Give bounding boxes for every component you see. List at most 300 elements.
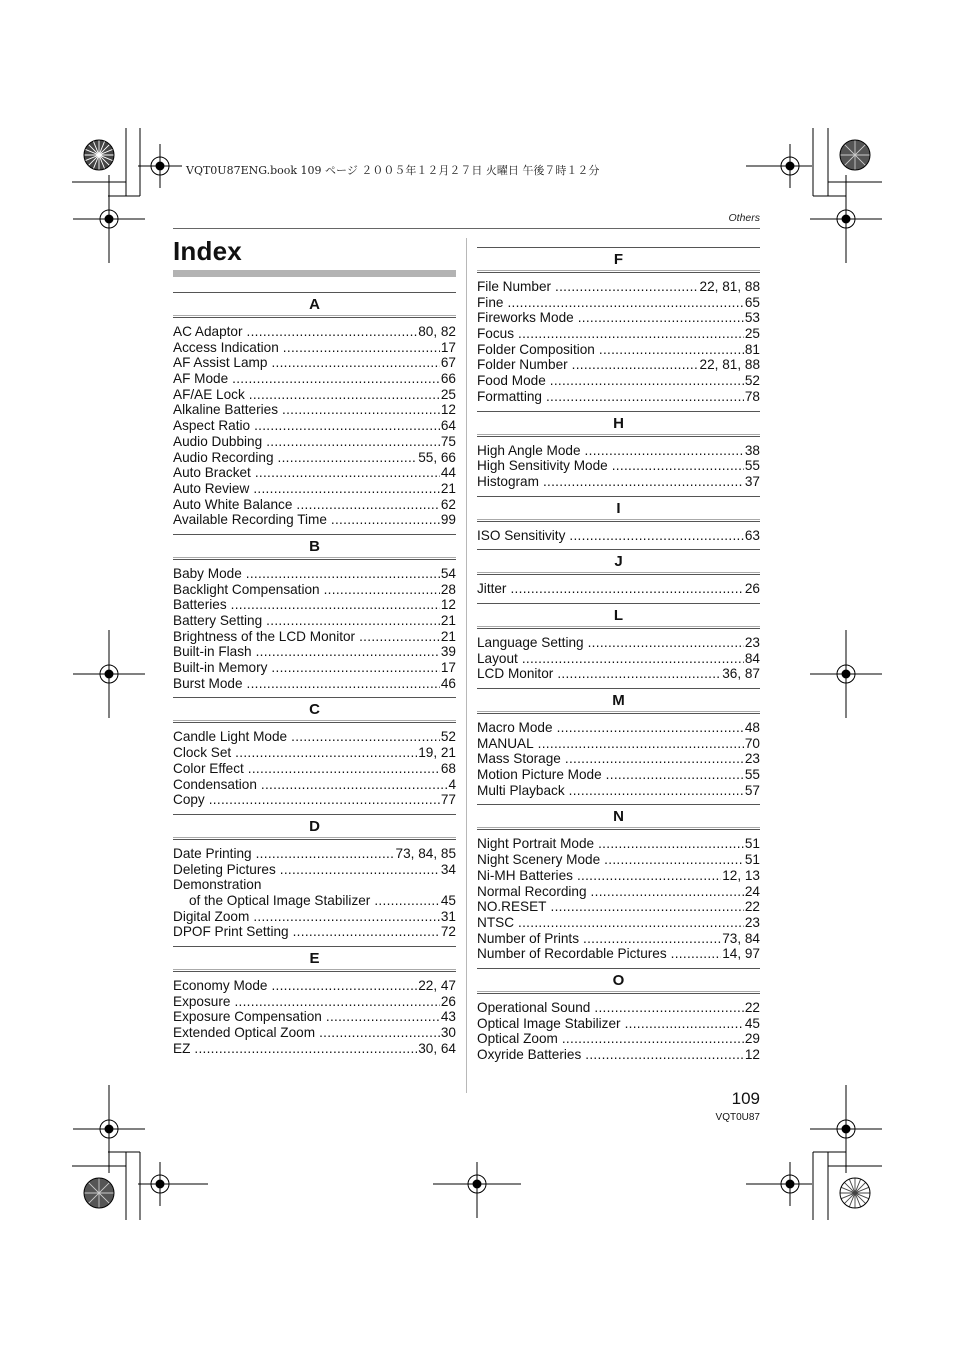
index-column-right [477,247,760,1069]
index-entry [477,931,760,947]
index-entry-pages: 75 [440,433,456,449]
index-entry-pages: 26 [744,581,760,597]
index-entry-pages: 54 [440,565,456,581]
index-entry-term: Folder Composition [477,341,595,357]
index-letter-heading: E [173,946,456,972]
index-entry [477,528,760,544]
dot-leader [359,629,440,645]
index-entry-term: Backlight Compensation [173,581,320,597]
index-entry-pages: 55, 66 [418,449,456,465]
dot-leader [583,931,721,947]
page-title: Index [173,236,242,266]
dot-leader [578,310,744,326]
dot-leader [562,1031,744,1047]
index-entry-pages: 63 [744,527,760,543]
index-entry-pages: 39 [440,644,456,660]
index-entry [173,434,456,450]
index-entry [477,635,760,651]
index-entry-pages: 17 [440,339,456,355]
index-entry [173,924,456,940]
index-group [173,534,456,692]
dot-leader [254,418,440,434]
index-entry-term: Night Scenery Mode [477,852,601,868]
index-entry [173,597,456,613]
index-entry-term: Auto Bracket [173,465,251,481]
index-letter-heading: J [477,549,760,575]
index-entry [477,884,760,900]
index-entry-pages: 12 [744,1047,760,1062]
index-entry [173,676,456,692]
index-letter-heading: L [477,603,760,629]
index-entry-pages: 21 [440,628,456,644]
index-entry-term: DPOF Print Setting [173,924,289,940]
dot-leader [234,994,439,1010]
header-rule [173,228,760,229]
index-entry-pages: 65 [744,294,760,310]
index-entry [477,295,760,311]
index-letter-heading: D [173,814,456,840]
index-entry-pages: 45 [744,1015,760,1031]
index-group [173,814,456,940]
index-entry-pages: 12 [440,597,456,613]
dot-leader [266,613,440,629]
dot-leader [518,326,744,342]
dot-leader [271,978,417,994]
index-entry [173,387,456,403]
index-entry [173,497,456,513]
index-entry [173,761,456,777]
dot-leader [550,373,744,389]
index-entry-term: Auto White Balance [173,496,293,512]
index-entry-pages: 23 [744,634,760,650]
index-entry [477,1031,760,1047]
index-entry [173,465,456,481]
dot-leader [546,389,744,405]
print-file-info: VQT0U87ENG.book 109 ページ ２００５年１２月２７日 火曜日 午後７時１２分 [186,164,600,177]
index-entry [173,481,456,497]
index-entry [173,418,456,434]
index-entry-term: Macro Mode [477,720,553,735]
index-entry-term: Audio Recording [173,449,274,465]
dot-leader [261,777,448,793]
dot-leader [324,582,440,598]
dot-leader [253,481,440,497]
index-entry-term: AF Mode [173,371,229,387]
index-entry [477,736,760,752]
index-group [477,603,760,682]
index-entry-pages: 22, 81, 88 [699,357,760,373]
dot-leader [522,651,744,667]
column-divider [466,238,467,1093]
dot-leader [591,884,744,900]
index-letter-heading: F [477,247,760,273]
index-entry-term: Operational Sound [477,999,591,1015]
index-entry-pages: 30, 64 [418,1040,456,1056]
index-entry-term: Auto Review [173,480,250,496]
index-entry-term: Exposure [173,993,231,1009]
index-entry [173,324,456,340]
index-entry-term: Condensation [173,776,257,792]
index-letter-heading: C [173,697,456,723]
index-entry [173,792,456,808]
index-entry-term: Built-in Flash [173,644,252,660]
dot-leader [326,1009,440,1025]
index-letter-heading: I [477,496,760,522]
index-entry [173,355,456,371]
dot-leader [518,915,744,931]
index-entry-pages: 14, 97 [722,946,760,962]
index-entry [173,909,456,925]
index-entry-pages: 17 [440,660,456,676]
index-group [477,968,760,1063]
index-entry [173,512,456,528]
index-entry-term: Date Printing [173,845,252,861]
index-entry-pages: 37 [744,473,760,489]
index-entry [477,389,760,405]
index-entry-pages: 22 [744,999,760,1015]
index-entry [173,660,456,676]
index-entry [173,629,456,645]
index-entry-term: Alkaline Batteries [173,402,279,418]
index-entry-pages: 21 [440,613,456,628]
index-entry-pages: 25 [440,386,456,402]
index-entry-pages: 52 [744,373,760,389]
index-entry-pages: 52 [440,729,456,745]
index-entry [173,893,456,909]
index-entry [477,342,760,358]
dot-leader [247,676,440,692]
index-entry-term: Battery Setting [173,613,263,628]
index-entry-pages: 12 [440,402,456,418]
dot-leader [280,862,440,878]
dot-leader [249,387,440,403]
dot-leader [194,1041,417,1057]
index-entry-pages: 4 [448,776,456,792]
index-entry [477,474,760,490]
index-entry-term: Number of Prints [477,930,579,946]
index-entry-term: Multi Playback [477,782,565,798]
dot-leader [319,1025,440,1041]
index-entry [477,357,760,373]
index-entry-term: ISO Sensitivity [477,527,566,543]
index-entry-term: Copy [173,792,205,808]
index-group [477,549,760,597]
dot-leader [293,924,440,940]
index-entry-term: Burst Mode [173,675,243,691]
index-group [173,697,456,807]
dot-leader [612,458,744,474]
index-entry [477,279,760,295]
index-entry-term: Number of Recordable Pictures [477,946,667,962]
index-entry-term: EZ [173,1040,191,1056]
index-group [477,804,760,962]
index-entry [173,777,456,793]
index-entry-pages: 43 [440,1009,456,1025]
dot-leader [235,745,417,761]
index-entry [477,720,760,736]
index-entry-pages: 46 [440,675,456,691]
index-entry [477,783,760,799]
dot-leader [594,1000,744,1016]
index-entry-term: Built-in Memory [173,660,268,676]
dot-leader [510,581,743,597]
index-column-left [173,292,456,1062]
index-entry-pages: 34 [440,861,456,877]
index-entry-pages: 24 [744,883,760,899]
index-entry-pages: 21 [440,480,456,496]
dot-leader [543,474,744,490]
index-entry-term: Optical Image Stabilizer [477,1015,621,1031]
index-entry-pages: 31 [440,908,456,924]
index-entry-pages: 30 [440,1025,456,1041]
index-entry [173,978,456,994]
index-entry [173,582,456,598]
index-entry-term: Digital Zoom [173,908,250,924]
dot-leader [271,355,439,371]
dot-leader [278,450,418,466]
index-entry [477,310,760,326]
dot-leader [209,792,440,808]
index-entry-term: NTSC [477,914,515,930]
index-entry-term: of the Optical Image Stabilizer [189,892,371,908]
index-entry-term: Audio Dubbing [173,433,263,449]
index-entry-pages: 57 [744,782,760,798]
index-entry-pages: 81 [744,341,760,357]
dot-leader [598,836,744,852]
index-entry-term: Brightness of the LCD Monitor [173,628,356,644]
index-entry-pages: 23 [744,914,760,930]
index-entry-term: Clock Set [173,745,232,761]
index-entry-term: Mass Storage [477,751,561,767]
index-entry [477,915,760,931]
index-entry [173,1025,456,1041]
index-entry [477,899,760,915]
index-entry-term: Economy Mode [173,978,268,993]
dot-leader [232,371,440,387]
index-entry-term: Access Indication [173,339,279,355]
index-entry [173,450,456,466]
dot-leader [296,497,439,513]
index-entry [173,729,456,745]
index-entry-pages: 55 [744,458,760,474]
index-entry [477,1047,760,1063]
index-entry-pages: 73, 84 [722,930,760,946]
index-entry [477,852,760,868]
index-entry [477,751,760,767]
index-entry [173,402,456,418]
dot-leader [256,846,395,862]
index-entry-pages: 22 [744,899,760,915]
title-underline-bar [173,270,456,277]
index-entry [477,836,760,852]
index-entry [477,581,760,597]
index-entry-term: Histogram [477,473,539,489]
index-group [477,688,760,798]
index-group [173,946,456,1056]
index-entry [173,613,456,629]
section-label: Others [728,212,760,224]
index-entry-term: High Sensitivity Mode [477,458,608,474]
index-entry-term: Motion Picture Mode [477,767,602,783]
dot-leader [255,465,440,481]
index-entry-pages: 66 [440,371,456,387]
index-group [477,411,760,490]
dot-leader [231,597,440,613]
index-entry-pages: 45 [440,892,456,908]
index-entry-term: Night Portrait Mode [477,836,595,852]
index-entry-term: Color Effect [173,760,244,776]
index-entry-term: Ni-MH Batteries [477,867,573,883]
dot-leader [248,761,440,777]
index-entry [477,326,760,342]
dot-leader [246,566,440,582]
index-entry-pages: 55 [744,767,760,783]
dot-leader [256,644,440,660]
index-entry-term: Oxyride Batteries [477,1047,582,1062]
index-entry [477,373,760,389]
index-entry-pages: 77 [440,792,456,808]
index-entry-pages: 70 [744,735,760,751]
index-entry-term: Deleting Pictures [173,861,276,877]
page-number: 109 [731,1089,760,1108]
index-entry [173,994,456,1010]
dot-leader [557,720,744,736]
dot-leader [283,340,440,356]
index-entry-pages: 64 [440,418,456,434]
index-entry-term: Extended Optical Zoom [173,1025,316,1041]
index-entry-pages: 48 [744,720,760,735]
index-entry-pages: 62 [440,496,456,512]
index-entry-pages: 99 [440,512,456,528]
dot-leader [585,443,744,459]
dot-leader [331,512,440,528]
index-entry [173,644,456,660]
index-entry-term: AC Adaptor [173,324,243,339]
dot-leader [565,751,744,767]
dot-leader [538,736,744,752]
index-letter-heading: O [477,968,760,994]
dot-leader [604,852,744,868]
dot-leader [247,324,418,340]
index-entry-pages: 78 [744,388,760,404]
index-entry-pages: 68 [440,760,456,776]
index-entry-pages: 36, 87 [722,666,760,682]
index-entry-pages: 53 [744,310,760,326]
dot-leader [569,528,743,544]
index-entry-term: Formatting [477,388,542,404]
index-entry [477,868,760,884]
index-entry [477,666,760,682]
index-entry-term: Food Mode [477,373,546,389]
dot-leader [572,357,699,373]
index-entry [173,1041,456,1057]
document-code: VQT0U87 [715,1112,760,1123]
index-entry-pages: 12, 13 [722,867,760,883]
index-entry-term: Fine [477,294,504,310]
index-entry-term: Batteries [173,597,227,613]
index-letter-heading: B [173,534,456,560]
index-entry [173,745,456,761]
index-letter-heading: H [477,411,760,437]
index-entry-term: AF/AE Lock [173,386,245,402]
index-entry-term: Baby Mode [173,565,242,581]
index-entry-pages: 51 [744,852,760,868]
index-entry-pages: 51 [744,836,760,852]
index-letter-heading: N [477,804,760,830]
index-entry-term: Candle Light Mode [173,729,288,745]
index-entry [477,767,760,783]
dot-leader [282,402,440,418]
index-entry-term: Fireworks Mode [477,310,574,326]
dot-leader [271,660,439,676]
index-entry [477,1016,760,1032]
index-entry-pages: 73, 84, 85 [395,845,456,861]
index-group [173,292,456,528]
index-entry-pages: 72 [440,924,456,940]
index-entry-term: Optical Zoom [477,1031,558,1047]
dot-leader [569,783,744,799]
index-entry [173,846,456,862]
index-entry-term: AF Assist Lamp [173,355,268,371]
index-entry [477,443,760,459]
dot-leader [588,635,744,651]
index-entry-term: Exposure Compensation [173,1009,322,1025]
index-entry-term: Language Setting [477,634,584,650]
index-entry-term: Folder Number [477,357,568,373]
dot-leader [555,279,699,295]
index-entry-term: Normal Recording [477,883,587,899]
index-entry [173,566,456,582]
index-entry [173,862,456,878]
index-entry-term: Available Recording Time [173,512,327,528]
index-entry-pages: 23 [744,751,760,767]
index-entry-term: Focus [477,326,515,342]
index-entry-pages: 28 [440,581,456,597]
index-entry-pages: 84 [744,650,760,666]
dot-leader [507,295,743,311]
index-entry [173,340,456,356]
index-group [477,247,760,405]
index-entry-term: NO.RESET [477,899,547,915]
index-entry-pages: 44 [440,465,456,481]
index-entry-pages: 22, 47 [418,978,456,993]
index-entry-pages: 19, 21 [418,745,456,761]
index-entry-pages: 80, 82 [418,324,456,339]
index-entry-pages: 67 [440,355,456,371]
index-entry [173,1009,456,1025]
index-entry-pages: 26 [440,993,456,1009]
index-entry [173,877,456,893]
index-entry [477,651,760,667]
dot-leader [291,729,440,745]
index-entry-term: Aspect Ratio [173,418,251,434]
index-group [477,496,760,544]
dot-leader [599,342,744,358]
index-entry [477,1000,760,1016]
index-entry-pages: 22, 81, 88 [699,279,760,294]
index-entry-pages: 29 [744,1031,760,1047]
dot-leader [374,893,440,909]
index-entry-pages: 25 [744,326,760,342]
dot-leader [577,868,721,884]
index-entry-term: Jitter [477,581,507,597]
index-entry-term: Demonstration [173,877,262,893]
index-entry [173,371,456,387]
index-entry-term: LCD Monitor [477,666,554,682]
dot-leader [585,1047,744,1063]
index-entry-term: MANUAL [477,735,534,751]
index-letter-heading: A [173,292,456,318]
